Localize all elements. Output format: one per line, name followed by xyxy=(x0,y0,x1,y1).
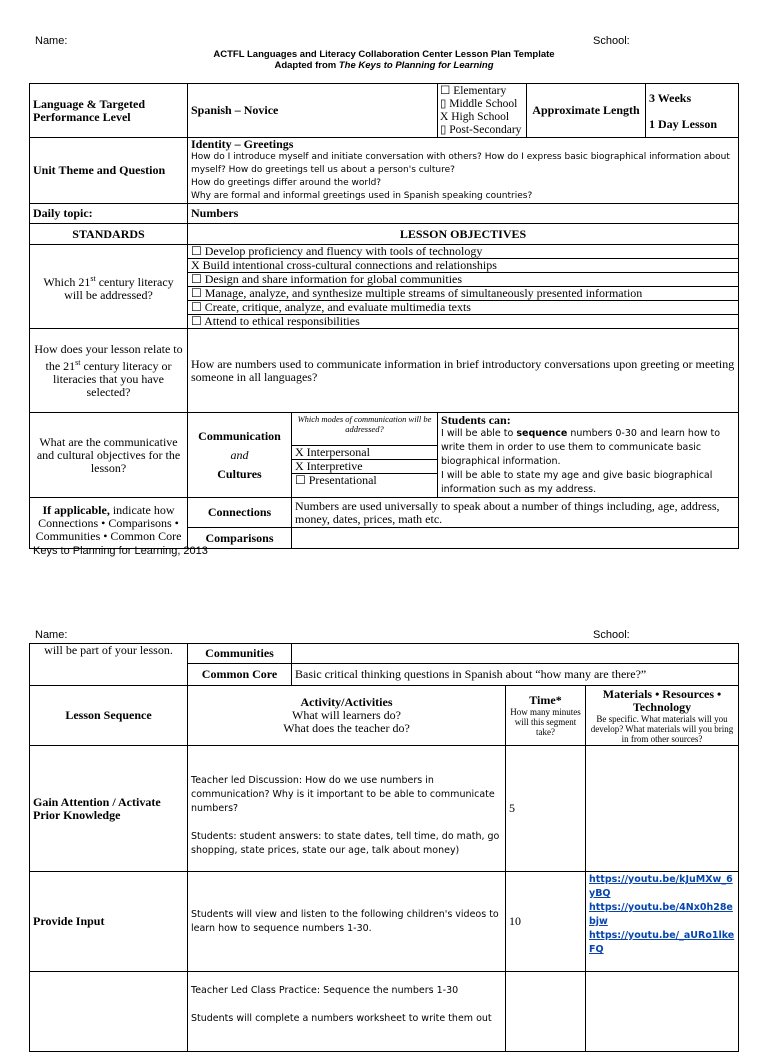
name-label-2: Name: xyxy=(35,629,68,641)
relate-question: How does your lesson relate to the 21st century literacy or literacies that you have selected? xyxy=(30,329,188,413)
modes-cell xyxy=(292,413,438,498)
school-label-2: School: xyxy=(593,629,630,641)
communities-label: Communities xyxy=(188,644,292,664)
sequence-step-materials xyxy=(586,746,739,872)
students-can-cell xyxy=(438,413,739,498)
unit-theme-content xyxy=(188,138,739,204)
literacy-option: ☐ Design and share information for global communities xyxy=(188,273,738,287)
objective-2: I will be able to state my age and give basic biographical information such as my address. xyxy=(441,470,713,495)
name-label: Name: xyxy=(35,35,68,47)
lesson-sequence-header: Lesson Sequence xyxy=(30,686,188,746)
communicative-question: What are the communicative and cultural objectives for the lesson? xyxy=(30,413,188,498)
unit-title: Identity – Greetings xyxy=(191,137,294,151)
level-elementary: ☐ Elementary xyxy=(440,84,507,97)
materials-header: Materials • Resources • Technology Be specific. What materials will you develop? What materials will you bring in from other sources? xyxy=(586,686,739,746)
if-applicable-question: If applicable, indicate how Connections • Comparisons • Communities • Common Core xyxy=(30,498,188,549)
connections-value: Numbers are used universally to speak about a number of things including, age, address, money, dates, prices, math etc. xyxy=(292,498,739,528)
sequence-step-time xyxy=(506,972,586,1052)
literacy-option: ☐ Create, critique, analyze, and evaluate multimedia texts xyxy=(188,301,738,315)
sequence-step-label: Gain Attention / Activate Prior Knowledge xyxy=(30,746,188,872)
sequence-step-activity: Teacher Led Class Practice: Sequence the numbers 1-30 Students will complete a numbers worksheet to write them out xyxy=(188,972,506,1052)
sequence-step-activity: Students will view and listen to the following children's videos to learn how to sequence numbers 1-30. xyxy=(188,872,506,972)
lesson-sequence-table xyxy=(29,643,739,1052)
unit-question: Why are formal and informal greetings used in Spanish speaking countries? xyxy=(191,191,533,201)
standards-header: STANDARDS xyxy=(30,224,188,245)
unit-question: How do greetings differ around the world? xyxy=(191,178,382,188)
objective-1: I will be able to sequence numbers 0-30 and learn how to write them in order to use them to communicate basic biographical information. xyxy=(441,428,721,467)
unit-question: myself? How do greetings tell us about a person's culture? xyxy=(191,165,455,175)
unit-theme-label: Unit Theme and Question xyxy=(30,138,188,204)
page-subtitle: Adapted from The Keys to Planning for Learning xyxy=(274,60,494,71)
literacy-option: ☐ Attend to ethical responsibilities xyxy=(191,314,360,328)
activities-header: Activity/Activities What will learners do? What does the teacher do? xyxy=(188,686,506,746)
language-level-label: Language & Targeted Performance Level xyxy=(30,84,188,138)
common-core-label: Common Core xyxy=(188,664,292,686)
level-middle-school: ▯ Middle School xyxy=(440,97,518,110)
mode-presentational: ☐ Presentational xyxy=(292,473,437,487)
communication-cultures-label: Communication and Cultures xyxy=(188,413,292,498)
sequence-step-activity: Teacher led Discussion: How do we use numbers in communication? Why is it important to be able to communicate numbers? Students: student answers: to state dates, tell time, do math, go shopping, state prices, state our age, talk about money) xyxy=(188,746,506,872)
sequence-step-time: 5 xyxy=(506,746,586,872)
mode-interpretive: X Interpretive xyxy=(292,459,437,473)
sequence-step-label xyxy=(30,972,188,1052)
literacy-options xyxy=(188,245,739,329)
daily-topic-label: Daily topic: xyxy=(30,204,188,224)
continued-text: will be part of your lesson. xyxy=(30,644,188,686)
sequence-step-materials xyxy=(586,872,739,972)
sequence-step-materials xyxy=(586,972,739,1052)
length-day: 1 Day Lesson xyxy=(649,116,718,131)
page-title: ACTFL Languages and Literacy Collaboration Center Lesson Plan Template xyxy=(213,49,555,60)
sequence-step-label: Provide Input xyxy=(30,872,188,972)
literacy-option: ☐ Manage, analyze, and synthesize multiple streams of simultaneously presented information xyxy=(188,287,738,301)
connections-label: Connections xyxy=(188,498,292,528)
lesson-plan-table xyxy=(29,83,739,549)
length-weeks: 3 Weeks xyxy=(649,90,692,105)
communities-value xyxy=(292,644,739,664)
approx-length-label: Approximate Length xyxy=(527,84,646,138)
video-link[interactable]: https://youtu.be/_aURo1lke FQ xyxy=(589,930,735,955)
unit-question: How do I introduce myself and initiate conversation with others? How do I express basic biographical information about xyxy=(191,152,730,162)
literacy-option: X Build intentional cross-cultural connections and relationships xyxy=(188,259,738,273)
comparisons-label: Comparisons xyxy=(188,528,292,549)
relate-answer: How are numbers used to communicate information in brief introductory conversations upon greeting or meeting someone in all languages? xyxy=(188,329,739,413)
students-can-label: Students can: xyxy=(441,413,511,427)
language-level-value: Spanish – Novice xyxy=(188,84,438,138)
level-high-school: X High School xyxy=(440,110,510,123)
literacy-question: Which 21st century literacy will be addressed? xyxy=(30,245,188,329)
literacy-option: ☐ Develop proficiency and fluency with tools of technology xyxy=(188,245,738,259)
comparisons-value xyxy=(292,528,739,549)
daily-topic-value: Numbers xyxy=(188,204,739,224)
common-core-value: Basic critical thinking questions in Spanish about “how many are there?” xyxy=(292,664,739,686)
footer-citation: Keys to Planning for Learning, 2013 xyxy=(33,545,208,557)
modes-question: Which modes of communication will be addressed? xyxy=(297,414,432,434)
mode-interpersonal: X Interpersonal xyxy=(292,445,437,459)
level-post-secondary: ▯ Post-Secondary xyxy=(440,123,522,136)
school-level-list xyxy=(438,84,527,138)
sequence-step-time: 10 xyxy=(506,872,586,972)
school-label: School: xyxy=(593,35,630,47)
video-link[interactable]: https://youtu.be/kJuMXw_6 yBQ xyxy=(589,874,733,899)
time-header: Time* How many minutes will this segment take? xyxy=(506,686,586,746)
video-link[interactable]: https://youtu.be/4Nx0h28e bjw xyxy=(589,902,733,927)
lesson-objectives-header: LESSON OBJECTIVES xyxy=(188,224,739,245)
length-values xyxy=(646,84,739,138)
